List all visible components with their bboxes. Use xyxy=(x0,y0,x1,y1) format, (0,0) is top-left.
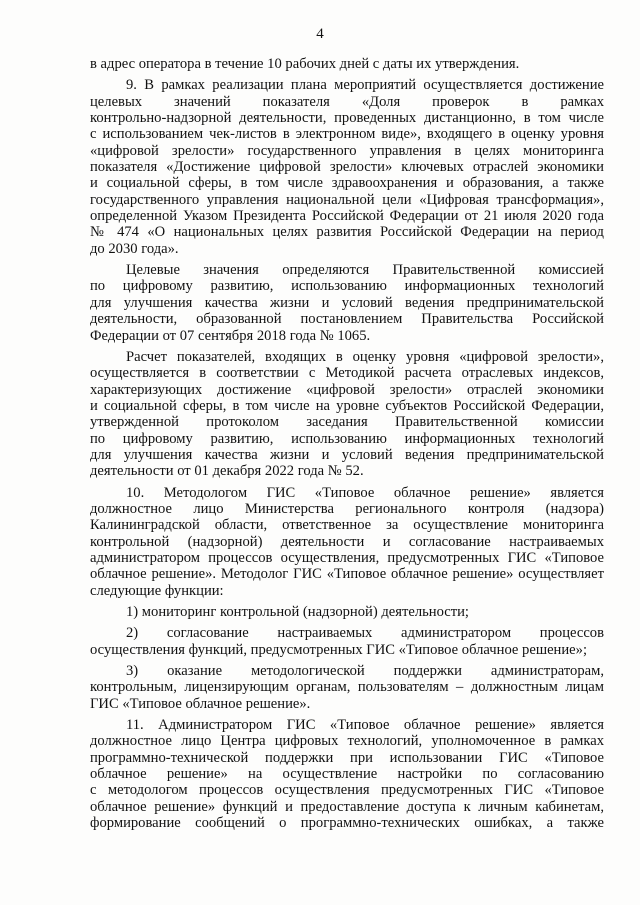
text-line: должностное лицо Центра цифровых технологий, уполномоченное в рамках xyxy=(90,733,604,750)
text-line: до 2030 года». xyxy=(90,240,179,257)
text-line: контрольным, лицензирующим органам, пользователям – должностным лицам xyxy=(90,679,604,696)
text-line: № 474 «О национальных целях развития Российской Федерации на период xyxy=(90,224,604,241)
paragraph-p11 xyxy=(90,717,604,831)
text-line: администратором процессов осуществления, предусмотренных ГИС «Типовое xyxy=(90,549,604,566)
text-line: 10. Методологом ГИС «Типовое облачное решение» является xyxy=(126,484,604,501)
text-line: утвержденной протоколом заседания Правительственной комиссии xyxy=(90,414,604,431)
text-line: с использованием чек-листов в электронном виде», входящего в оценку уровня xyxy=(90,126,604,143)
text-line: следующие функции: xyxy=(90,582,224,599)
paragraph-p10-3 xyxy=(90,663,604,712)
text-line: «цифровой зрелости» государственного управления в целях мониторинга xyxy=(90,142,604,159)
text-line: с методологом процессов осуществления предусмотренных ГИС «Типовое xyxy=(90,782,604,799)
paragraph-p9 xyxy=(90,77,604,257)
text-line: по цифровому развитию, использованию информационных технологий xyxy=(90,278,604,295)
text-line: осуществляется в соответствии с Методикой расчета отраслевых индексов, xyxy=(90,365,604,382)
paragraph-p9-calc xyxy=(90,349,604,480)
text-line: должностное лицо Министерства регионального контроля (надзора) xyxy=(90,500,604,517)
text-line: контрольной (надзорной) деятельности и согласование настраиваемых xyxy=(90,533,604,550)
text-line: Целевые значения определяются Правительственной комиссией xyxy=(126,262,604,279)
paragraph-p10-2 xyxy=(90,625,604,658)
text-line: Федерации от 07 сентября 2018 года № 1065. xyxy=(90,327,371,344)
text-line: 3) оказание методологической поддержки администраторам, xyxy=(126,663,604,680)
text-line: деятельности, образованной постановлением Правительства Российской xyxy=(90,311,604,328)
text-line: 2) согласование настраиваемых администратором процессов xyxy=(126,625,604,642)
paragraph-p10 xyxy=(90,485,604,599)
text-line: показателя «Достижение цифровой зрелости» ключевых отраслей экономики xyxy=(90,159,604,176)
text-line: облачное решение» функций и предоставление доступа к личным кабинетам, xyxy=(90,798,604,815)
text-line: облачное решение» на осуществление настройки по согласованию xyxy=(90,766,604,783)
text-line: для улучшения качества жизни и условий ведения предпринимательской xyxy=(90,294,604,311)
text-line: осуществления функций, предусмотренных ГИС «Типовое облачное решение»; xyxy=(90,641,587,658)
text-line: 11. Администратором ГИС «Типовое облачное решение» является xyxy=(126,717,604,734)
text-line: целевых значений показателя «Доля проверок в рамках xyxy=(90,93,604,110)
text-line: 1) мониторинг контрольной (надзорной) деятельности; xyxy=(126,604,469,620)
paragraph-p10-1 xyxy=(90,604,604,620)
paragraph-p1-tail xyxy=(90,56,604,72)
text-line: и социальной сферы, в том числе на уровне субъектов Российской Федерации, xyxy=(90,397,604,414)
text-line: и социальной сферы, в том числе здравоохранения и образования, а также xyxy=(90,175,604,192)
document-body xyxy=(90,56,604,836)
text-line: определенной Указом Президента Российской Федерации от 21 июля 2020 года xyxy=(90,208,604,225)
paragraph-p9-targets xyxy=(90,262,604,344)
text-line: Калининградской области, ответственное за осуществление мониторинга xyxy=(90,517,604,534)
text-line: ГИС «Типовое облачное решение». xyxy=(90,695,311,712)
page-number: 4 xyxy=(316,26,324,42)
text-line: программно-технической поддержки при использовании ГИС «Типовое xyxy=(90,749,604,766)
text-line: 9. В рамках реализации плана мероприятий осуществляется достижение xyxy=(126,77,604,94)
text-line: по цифровому развитию, использованию информационных технологий xyxy=(90,430,604,447)
text-line: деятельности от 01 декабря 2022 года № 52. xyxy=(90,463,364,480)
text-line: контрольно-надзорной деятельности, проведенных дистанционно, в том числе xyxy=(90,110,604,127)
text-line: для улучшения качества жизни и условий ведения предпринимательской xyxy=(90,446,604,463)
text-line: облачное решение». Методолог ГИС «Типовое облачное решение» осуществляет xyxy=(90,566,604,583)
text-line: государственного управления национальной цели «Цифровая трансформация», xyxy=(90,191,604,208)
text-line: формирование сообщений о программно-технических ошибках, а также xyxy=(90,815,604,832)
text-line: Расчет показателей, входящих в оценку уровня «цифровой зрелости», xyxy=(126,348,604,365)
text-line: характеризующих достижение «цифровой зрелости» отраслей экономики xyxy=(90,381,604,398)
text-line: в адрес оператора в течение 10 рабочих дней с даты их утверждения. xyxy=(90,56,520,72)
